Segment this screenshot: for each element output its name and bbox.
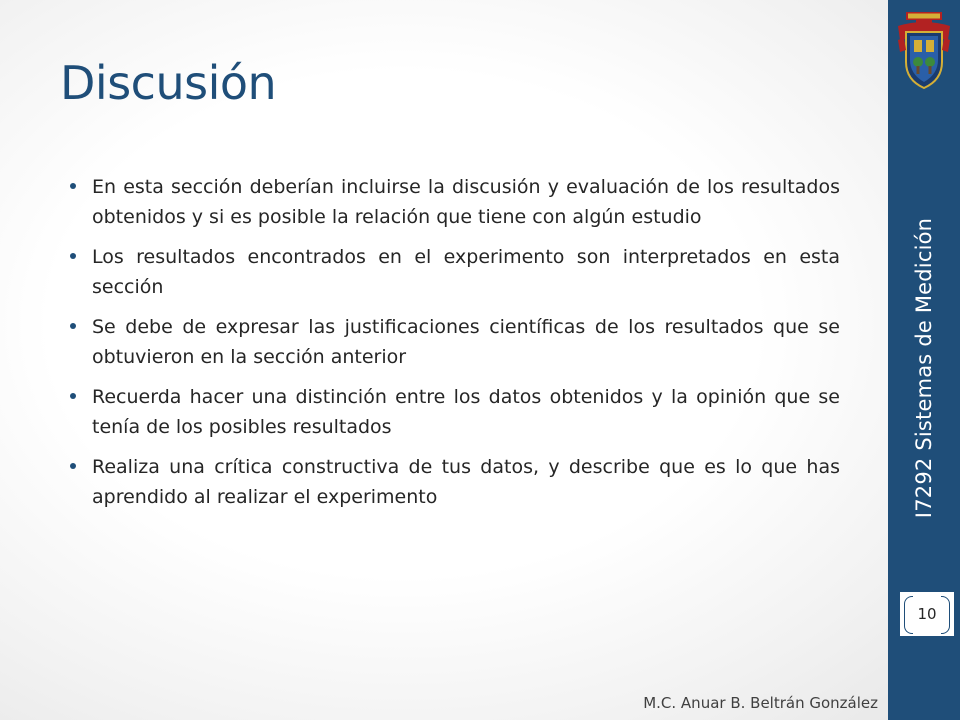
bullet-text: Recuerda hacer una distinción entre los datos obtenidos y la opinión que se tenía de los posibles resultados bbox=[92, 386, 840, 438]
page-number: 10 bbox=[917, 605, 937, 623]
bullet-text: Los resultados encontrados en el experimento son interpretados en esta sección bbox=[92, 246, 840, 298]
bullet-text: En esta sección deberían incluirse la discusión y evaluación de los resultados obtenidos y si es posible la relación que tiene con algún estudio bbox=[92, 176, 840, 228]
page-number-box bbox=[900, 592, 954, 636]
bullet-item bbox=[68, 242, 840, 302]
bullet-icon bbox=[70, 323, 76, 329]
bullet-text: Se debe de expresar las justificaciones científicas de los resultados que se obtuvieron en la sección anterior bbox=[92, 316, 840, 368]
bullet-item bbox=[68, 172, 840, 232]
bullet-item bbox=[68, 452, 840, 512]
bullet-icon bbox=[70, 393, 76, 399]
bullet-icon bbox=[70, 183, 76, 189]
bullet-icon bbox=[70, 253, 76, 259]
bullet-icon bbox=[70, 463, 76, 469]
bullet-item bbox=[68, 382, 840, 442]
bullet-list bbox=[68, 172, 840, 522]
slide-title: Discusión bbox=[60, 56, 277, 110]
footer-author: M.C. Anuar B. Beltrán González bbox=[643, 694, 878, 712]
bullet-text: Realiza una crítica constructiva de tus datos, y describe que es lo que has aprendido al realizar el experimento bbox=[92, 456, 840, 508]
course-title: I7292 Sistemas de Medición bbox=[912, 217, 936, 519]
bullet-item bbox=[68, 312, 840, 372]
